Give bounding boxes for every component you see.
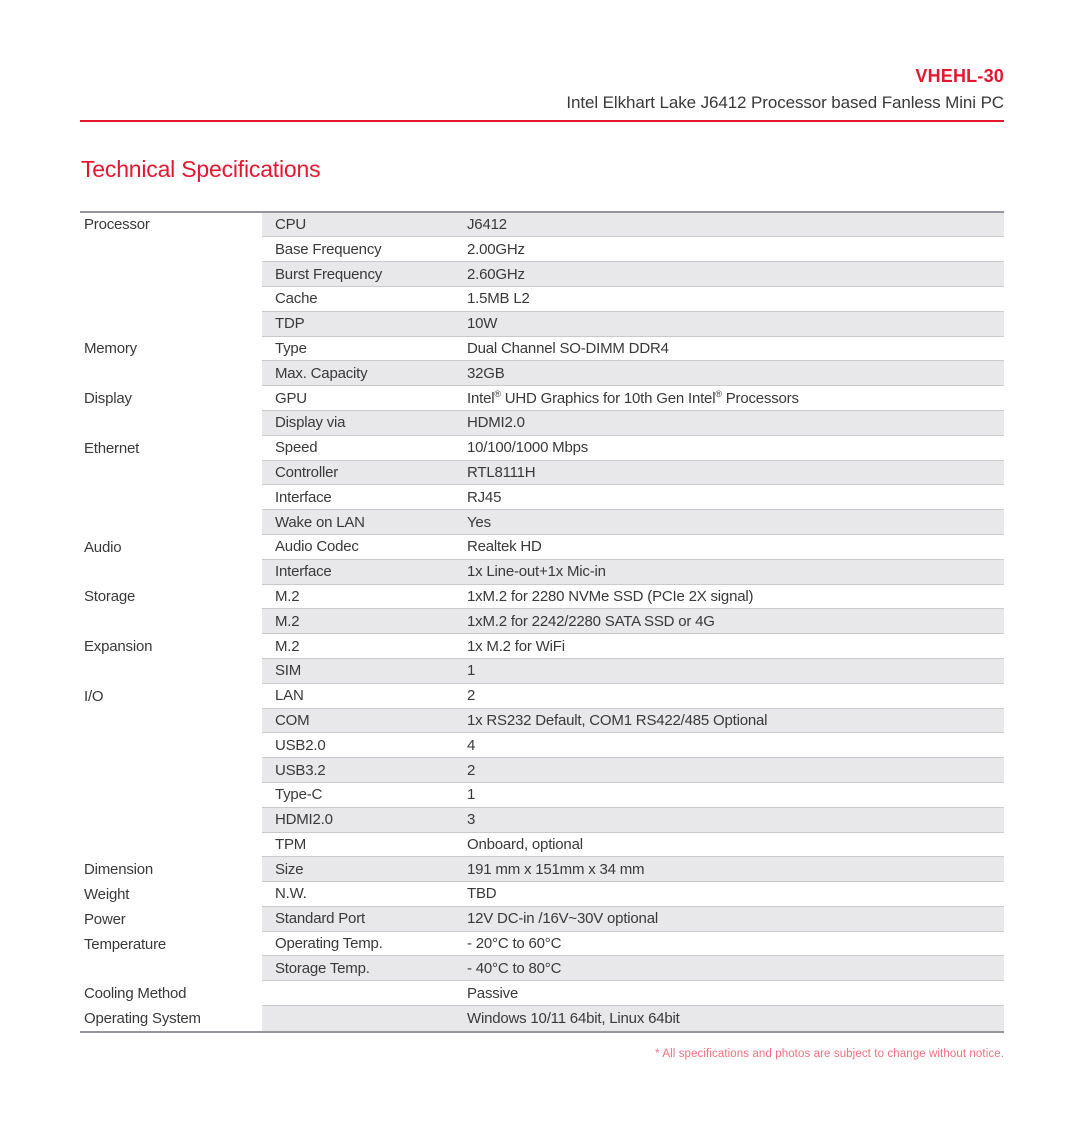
table-row [80,560,1004,585]
spec-value: 1x RS232 Default, COM1 RS422/485 Optional [467,711,768,729]
table-row [80,262,1004,287]
spec-item-label: Type [275,339,307,357]
spec-value: 1.5MB L2 [467,290,530,308]
spec-row-body [262,907,1004,932]
spec-value: 10/100/1000 Mbps [467,439,589,457]
spec-item-label: USB2.0 [275,736,326,754]
spec-item-label: CPU [275,215,307,233]
table-row [80,510,1004,535]
table-row [80,783,1004,808]
spec-category [80,312,262,337]
spec-item-label: SIM [275,662,302,680]
table-row [80,461,1004,486]
table-row [80,808,1004,833]
spec-row-body [262,783,1004,808]
spec-item-label: Interface [275,563,332,581]
spec-value: 3 [467,811,476,829]
table-row [80,981,1004,1006]
spec-value: 2 [467,687,476,705]
spec-value: 1 [467,662,476,680]
table-row [80,386,1004,411]
spec-row-body [262,956,1004,981]
spec-value: 12V DC-in /16V~30V optional [467,910,658,928]
table-row [80,882,1004,907]
spec-value: 1xM.2 for 2242/2280 SATA SSD or 4G [467,612,715,630]
spec-category: Audio [80,535,262,560]
spec-row-body [262,634,1004,659]
spec-category: Storage [80,585,262,610]
spec-value: - 20°C to 60°C [467,935,562,953]
spec-value: 2.60GHz [467,265,525,283]
spec-value: 4 [467,736,476,754]
spec-row-body [262,386,1004,411]
spec-value: 1x Line-out+1x Mic-in [467,563,606,581]
spec-category [80,237,262,262]
spec-row-body [262,485,1004,510]
spec-item-label: GPU [275,389,307,407]
table-row [80,312,1004,337]
spec-item-label: Speed [275,439,318,457]
table-row [80,609,1004,634]
product-subtitle: Intel Elkhart Lake J6412 Processor based Fanless Mini PC [566,92,1004,112]
spec-item-label: Operating Temp. [275,935,383,953]
spec-value: Yes [467,513,491,531]
spec-category [80,609,262,634]
table-row [80,709,1004,734]
spec-item-label: TPM [275,835,307,853]
spec-item-label: Cache [275,290,318,308]
spec-category [80,411,262,436]
table-row [80,684,1004,709]
table-row [80,287,1004,312]
spec-item-label: Type-C [275,786,323,804]
spec-category: Memory [80,337,262,362]
spec-row-body [262,436,1004,461]
spec-category [80,733,262,758]
spec-category [80,485,262,510]
spec-value: 10W [467,315,498,333]
spec-row-body [262,510,1004,535]
spec-category [80,262,262,287]
table-row [80,237,1004,262]
spec-value: 32GB [467,364,505,382]
spec-item-label: Display via [275,414,346,432]
spec-row-body [262,337,1004,362]
spec-row-body [262,857,1004,882]
spec-value: HDMI2.0 [467,414,525,432]
spec-category [80,758,262,783]
spec-value: Dual Channel SO-DIMM DDR4 [467,339,669,357]
spec-row-body [262,709,1004,734]
spec-value: Onboard, optional [467,835,583,853]
spec-row-body [262,535,1004,560]
spec-category [80,659,262,684]
table-row [80,436,1004,461]
spec-value: RTL8111H [467,463,536,481]
spec-item-label: Storage Temp. [275,959,370,977]
model-number: VHEHL-30 [915,66,1004,86]
spec-value: J6412 [467,215,507,233]
table-row [80,634,1004,659]
spec-row-body [262,411,1004,436]
spec-row-body [262,932,1004,957]
spec-item-label: Burst Frequency [275,265,383,283]
spec-row-body [262,560,1004,585]
spec-category: I/O [80,684,262,709]
spec-category [80,956,262,981]
spec-item-label: HDMI2.0 [275,811,333,829]
spec-value: TBD [467,885,497,903]
spec-category [80,361,262,386]
spec-category: Display [80,386,262,411]
spec-category [80,287,262,312]
spec-category: Dimension [80,857,262,882]
spec-row-body [262,312,1004,337]
spec-category [80,510,262,535]
spec-row-body [262,585,1004,610]
spec-row-body [262,684,1004,709]
spec-category [80,709,262,734]
spec-row-body [262,882,1004,907]
spec-item-label: Controller [275,463,339,481]
spec-category: Operating System [80,1006,262,1031]
table-row [80,337,1004,362]
spec-value: RJ45 [467,488,502,506]
spec-value: 1xM.2 for 2280 NVMe SSD (PCIe 2X signal) [467,587,754,605]
spec-value: - 40°C to 80°C [467,959,562,977]
spec-category: Weight [80,882,262,907]
spec-value: Intel® UHD Graphics for 10th Gen Intel® Processors [467,389,799,407]
spec-row-body [262,733,1004,758]
page-title: Technical Specifications [81,155,321,182]
spec-row-body [262,833,1004,858]
spec-category [80,560,262,585]
table-row [80,1006,1004,1031]
spec-item-label: N.W. [275,885,307,903]
spec-category [80,808,262,833]
spec-category: Cooling Method [80,981,262,1006]
spec-row-body [262,981,1004,1006]
spec-item-label: COM [275,711,310,729]
spec-row-body [262,287,1004,312]
spec-row-body [262,808,1004,833]
spec-table [80,211,1004,1033]
spec-value: Windows 10/11 64bit, Linux 64bit [467,1009,680,1027]
spec-item-label: M.2 [275,587,300,605]
table-row [80,733,1004,758]
spec-item-label: USB3.2 [275,761,326,779]
spec-item-label: LAN [275,687,304,705]
spec-item-label: TDP [275,315,305,333]
spec-item-label: Size [275,860,304,878]
table-row [80,659,1004,684]
spec-item-label: Audio Codec [275,538,359,556]
spec-row-body [262,609,1004,634]
spec-row-body [262,213,1004,238]
table-row [80,585,1004,610]
spec-row-body [262,237,1004,262]
spec-value: 2.00GHz [467,240,525,258]
spec-value: Realtek HD [467,538,542,556]
spec-row-body [262,758,1004,783]
table-row [80,213,1004,238]
spec-category [80,833,262,858]
spec-category: Temperature [80,932,262,957]
spec-category [80,461,262,486]
table-row [80,907,1004,932]
spec-category: Processor [80,213,262,238]
table-row [80,361,1004,386]
spec-item-label: M.2 [275,612,300,630]
table-row [80,758,1004,783]
spec-row-body [262,361,1004,386]
spec-value: Passive [467,984,519,1002]
table-row [80,411,1004,436]
spec-item-label: Interface [275,488,332,506]
table-row [80,857,1004,882]
spec-item-label: Wake on LAN [275,513,365,531]
table-row [80,956,1004,981]
spec-value: 1 [467,786,476,804]
spec-value: 1x M.2 for WiFi [467,637,565,655]
spec-row-body [262,1006,1004,1031]
table-row [80,833,1004,858]
spec-category: Power [80,907,262,932]
spec-row-body [262,659,1004,684]
spec-row-body [262,262,1004,287]
table-row [80,485,1004,510]
header-rule [80,120,1004,122]
spec-row-body [262,461,1004,486]
spec-item-label: Standard Port [275,910,365,928]
table-row [80,535,1004,560]
footnote: * All specifications and photos are subject to change without notice. [655,1047,1004,1060]
spec-category: Ethernet [80,436,262,461]
spec-value: 191 mm x 151mm x 34 mm [467,860,645,878]
spec-item-label: M.2 [275,637,300,655]
spec-item-label: Max. Capacity [275,364,368,382]
spec-value: 2 [467,761,476,779]
spec-item-label: Base Frequency [275,240,382,258]
spec-category [80,783,262,808]
spec-category: Expansion [80,634,262,659]
table-row [80,932,1004,957]
document-header [80,66,1004,122]
